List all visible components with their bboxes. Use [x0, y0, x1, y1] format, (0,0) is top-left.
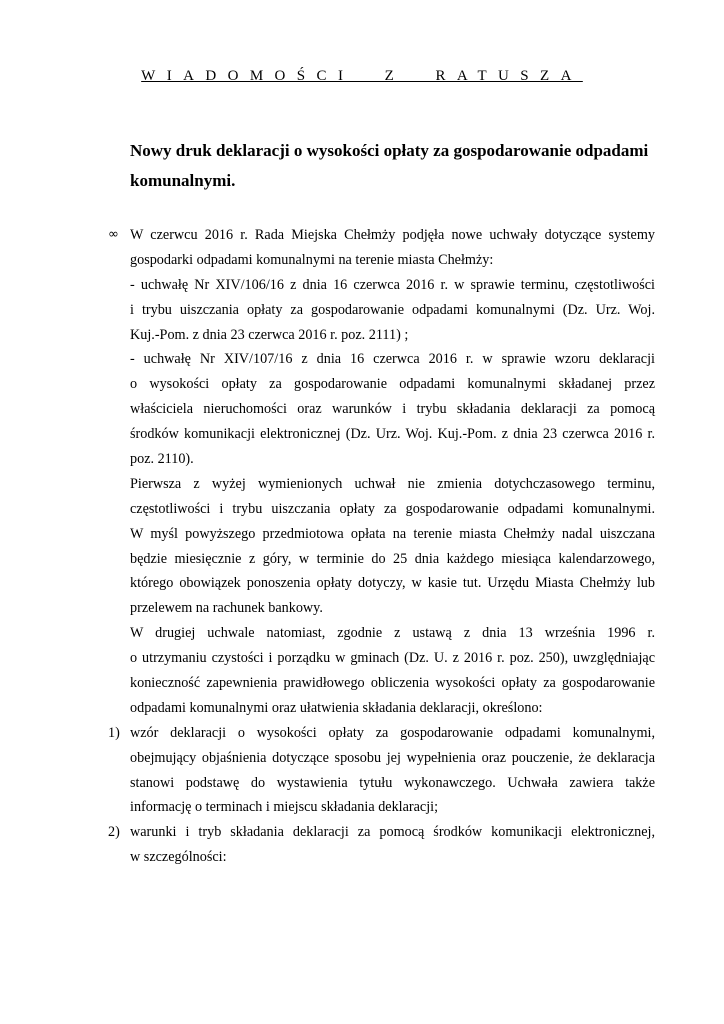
text-line — [0, 571, 724, 596]
text-line — [0, 522, 724, 547]
text-line — [0, 472, 724, 497]
article-body — [0, 223, 724, 870]
paragraph-line: właściciela nieruchomości oraz warunków i trybu składania deklaracji za pomocą — [130, 401, 655, 418]
list-item-text: stanowi podstawę do wystawienia tytułu wykonawczego. Uchwała zawiera także — [130, 774, 655, 791]
text-line — [0, 323, 724, 348]
text-line — [0, 248, 724, 273]
list-number: 1) — [108, 724, 120, 741]
paragraph-line: o utrzymaniu czystości i porządku w gminach (Dz. U. z 2016 r. poz. 250), uwzględniając — [130, 650, 655, 667]
infinity-bullet-icon: ∞ — [108, 227, 119, 242]
paragraph-line: - uchwałę Nr XIV/107/16 z dnia 16 czerwca 2016 r. w sprawie wzoru deklaracji — [130, 351, 655, 368]
list-number: 2) — [108, 824, 120, 841]
paragraph-line: W myśl powyższego przedmiotowa opłata na terenie miasta Chełmży nadal uiszczana — [130, 525, 655, 542]
paragraph-line: gospodarki odpadami komunalnymi na terenie miasta Chełmży: — [130, 251, 494, 268]
paragraph-line: będzie miesięcznie z góry, w terminie do 25 dnia każdego miesiąca kalendarzowego, — [130, 550, 655, 567]
text-line — [0, 273, 724, 298]
text-line — [0, 422, 724, 447]
paragraph-line: środków komunikacji elektronicznej (Dz. Urz. Woj. Kuj.-Pom. z dnia 23 czerwca 2016 r. — [130, 426, 655, 443]
text-line — [0, 671, 724, 696]
paragraph-line: Pierwsza z wyżej wymienionych uchwał nie zmienia dotychczasowego terminu, — [130, 475, 655, 492]
text-line — [0, 372, 724, 397]
list-item-text: wzór deklaracji o wysokości opłaty za gospodarowanie odpadami komunalnymi, — [130, 724, 655, 741]
paragraph-line: którego obowiązek ponoszenia opłaty dotyczy, w kasie tut. Urzędu Miasta Chełmży lub — [130, 575, 655, 592]
paragraph-line: częstotliwości i trybu uiszczania opłaty za gospodarowanie odpadami komunalnymi. — [130, 500, 655, 517]
paragraph-line: o wysokości opłaty za gospodarowanie odpadami komunalnymi składanej przez — [130, 376, 655, 393]
text-line — [0, 497, 724, 522]
text-line — [0, 397, 724, 422]
paragraph-line: Kuj.-Pom. z dnia 23 czerwca 2016 r. poz. 2111) ; — [130, 326, 409, 343]
page-header-title: WIADOMOŚCI Z RATUSZA — [141, 68, 583, 84]
list-item-line — [0, 746, 724, 771]
text-line — [0, 596, 724, 621]
paragraph-line: poz. 2110). — [130, 451, 194, 468]
text-line — [0, 696, 724, 721]
list-item-text: informację o terminach i miejscu składania deklaracji; — [130, 799, 439, 816]
paragraph-line: - uchwałę Nr XIV/106/16 z dnia 16 czerwca 2016 r. w sprawie terminu, częstotliwości — [130, 276, 655, 293]
list-item-line — [0, 795, 724, 820]
paragraph-line: W drugiej uchwale natomiast, zgodnie z ustawą z dnia 13 września 1996 r. — [130, 625, 655, 642]
paragraph-line: i trybu uiszczania opłaty za gospodarowanie odpadami komunalnymi (Dz. Urz. Woj. — [130, 301, 655, 318]
text-line — [0, 621, 724, 646]
article-title — [130, 136, 670, 196]
text-line — [0, 347, 724, 372]
text-line — [0, 223, 724, 248]
list-item-line — [0, 820, 724, 845]
paragraph-line: przelewem na rachunek bankowy. — [130, 600, 323, 617]
list-item-text: obejmujący objaśnienia dotyczące sposobu jej wypełnienia oraz pouczenie, że deklaracja — [130, 749, 655, 766]
list-item-line — [0, 721, 724, 746]
list-item-text: warunki i tryb składania deklaracji za pomocą środków komunikacji elektronicznej, — [130, 824, 655, 841]
text-line — [0, 646, 724, 671]
paragraph-line: odpadami komunalnymi oraz ułatwienia składania deklaracji, określono: — [130, 699, 543, 716]
list-item-line — [0, 845, 724, 870]
article-title-line: komunalnymi. — [130, 171, 236, 190]
text-line — [0, 447, 724, 472]
article-title-line: Nowy druk deklaracji o wysokości opłaty za gospodarowanie odpadami — [130, 141, 649, 160]
paragraph-line: konieczność zapewnienia prawidłowego obliczenia wysokości opłaty za gospodarowanie — [130, 675, 655, 692]
text-line — [0, 547, 724, 572]
list-item-line — [0, 771, 724, 796]
list-item-text: w szczególności: — [130, 849, 227, 866]
text-line — [0, 298, 724, 323]
paragraph-line: W czerwcu 2016 r. Rada Miejska Chełmży podjęła nowe uchwały dotyczące systemy — [130, 227, 655, 243]
